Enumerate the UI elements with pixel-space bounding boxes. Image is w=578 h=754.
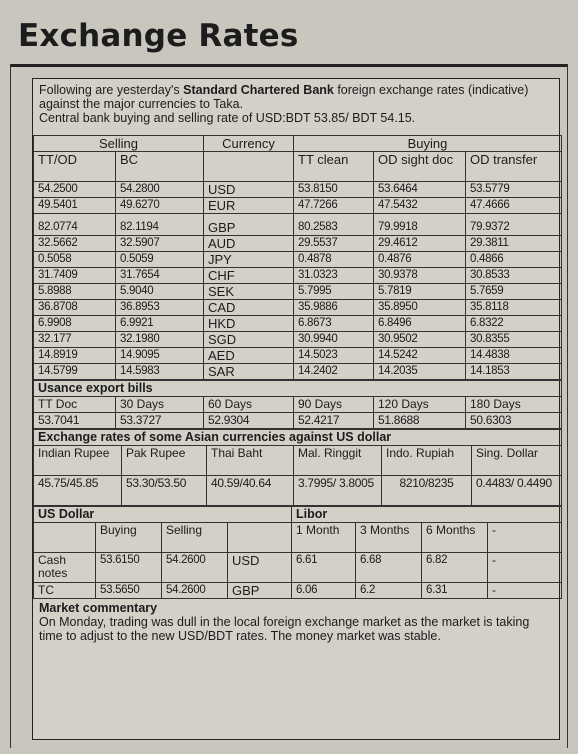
rate-cell: 47.4666 xyxy=(466,198,562,214)
currency-code: SAR xyxy=(204,364,294,380)
rate-row xyxy=(34,252,562,268)
rates-box xyxy=(32,78,560,740)
rate-cell: 80.2583 xyxy=(294,214,374,236)
libor-heading: Libor xyxy=(292,507,562,523)
libor-value: 6.82 xyxy=(422,553,488,583)
currency-code: USD xyxy=(204,182,294,198)
rate-cell: 30.9502 xyxy=(374,332,466,348)
rate-cell: 14.5983 xyxy=(116,364,204,380)
rate-cell: 35.8950 xyxy=(374,300,466,316)
usance-col-header: 180 Days xyxy=(466,397,562,413)
rate-cell: 14.8919 xyxy=(34,348,116,364)
usd-selling-value: 54.2600 xyxy=(162,583,228,599)
rate-cell: 30.9940 xyxy=(294,332,374,348)
commentary-text: On Monday, trading was dull in the local foreign exchange market as the market is taking time to adjust to the new USD/BDT rates. The money market was stable. xyxy=(39,615,530,643)
rates-body xyxy=(34,182,562,380)
rate-row xyxy=(34,300,562,316)
libor-col-header: 3 Months xyxy=(356,523,422,553)
currency-code: EUR xyxy=(204,198,294,214)
currency-code: GBP xyxy=(204,214,294,236)
rate-row xyxy=(34,198,562,214)
rate-cell: 6.8496 xyxy=(374,316,466,332)
right-rule xyxy=(567,64,568,748)
rate-cell: 79.9372 xyxy=(466,214,562,236)
usance-col-header: 30 Days xyxy=(116,397,204,413)
rate-cell: 0.4876 xyxy=(374,252,466,268)
rate-cell: 30.8355 xyxy=(466,332,562,348)
usd-buying-value: 53.6150 xyxy=(96,553,162,583)
libor-value: 6.68 xyxy=(356,553,422,583)
rate-cell: 29.3811 xyxy=(466,236,562,252)
rate-row xyxy=(34,284,562,300)
asian-columns-row xyxy=(34,446,562,476)
usance-col-header: 90 Days xyxy=(294,397,374,413)
group-header-row xyxy=(34,136,562,152)
selling-group-header: Selling xyxy=(34,136,204,152)
rate-cell: 82.1194 xyxy=(116,214,204,236)
currency-code: CHF xyxy=(204,268,294,284)
rate-cell: 30.8533 xyxy=(466,268,562,284)
rate-row xyxy=(34,332,562,348)
col-header: OD sight doc xyxy=(374,152,466,182)
buying-group-header: Buying xyxy=(294,136,562,152)
rate-row xyxy=(34,182,562,198)
usd-libor-columns-row xyxy=(34,523,562,553)
usance-col-header: TT Doc xyxy=(34,397,116,413)
rate-cell: 14.2402 xyxy=(294,364,374,380)
rate-cell: 5.7659 xyxy=(466,284,562,300)
usd-libor-row xyxy=(34,583,562,599)
rate-cell: 14.5023 xyxy=(294,348,374,364)
rate-cell: 0.4866 xyxy=(466,252,562,268)
rate-cell: 53.8150 xyxy=(294,182,374,198)
asian-value: 8210/8235 xyxy=(382,476,472,506)
usance-heading: Usance export bills xyxy=(34,381,562,397)
libor-col-header: - xyxy=(488,523,562,553)
libor-value: - xyxy=(488,583,562,599)
usd-currency: USD xyxy=(228,553,292,583)
asian-col-header: Indo. Rupiah xyxy=(382,446,472,476)
usance-value: 52.9304 xyxy=(204,413,294,429)
usance-value: 51.8688 xyxy=(374,413,466,429)
usd-libor-row xyxy=(34,553,562,583)
currency-code: AUD xyxy=(204,236,294,252)
rate-cell: 49.5401 xyxy=(34,198,116,214)
rate-cell: 14.5799 xyxy=(34,364,116,380)
asian-value: 45.75/45.85 xyxy=(34,476,122,506)
rate-row xyxy=(34,214,562,236)
rate-cell: 14.1853 xyxy=(466,364,562,380)
asian-col-header: Sing. Dollar xyxy=(472,446,562,476)
rate-cell: 5.7995 xyxy=(294,284,374,300)
intro-post: foreign exchange rates (indicative) against the major currencies to Taka. xyxy=(39,83,529,111)
usance-heading-row xyxy=(34,381,562,397)
rate-cell: 14.9095 xyxy=(116,348,204,364)
rate-cell: 32.5907 xyxy=(116,236,204,252)
col-header: OD transfer xyxy=(466,152,562,182)
rate-row xyxy=(34,268,562,284)
usd-row-label: Cash notes xyxy=(34,553,96,583)
rate-cell: 6.9921 xyxy=(116,316,204,332)
rate-cell: 32.177 xyxy=(34,332,116,348)
asian-value: 53.30/53.50 xyxy=(122,476,207,506)
currency-code: SGD xyxy=(204,332,294,348)
rate-cell: 14.2035 xyxy=(374,364,466,380)
rate-row xyxy=(34,348,562,364)
rate-cell: 6.9908 xyxy=(34,316,116,332)
rate-cell: 29.4612 xyxy=(374,236,466,252)
usance-col-header: 120 Days xyxy=(374,397,466,413)
rate-row xyxy=(34,316,562,332)
col-header: TT/OD xyxy=(34,152,116,182)
rate-cell: 35.9886 xyxy=(294,300,374,316)
asian-col-header: Indian Rupee xyxy=(34,446,122,476)
libor-col-header: 1 Month xyxy=(292,523,356,553)
col-header xyxy=(204,152,294,182)
libor-value: 6.06 xyxy=(292,583,356,599)
rate-cell: 31.0323 xyxy=(294,268,374,284)
usd-buying-header: Buying xyxy=(96,523,162,553)
libor-col-header: 6 Months xyxy=(422,523,488,553)
rate-cell: 35.8118 xyxy=(466,300,562,316)
libor-value: - xyxy=(488,553,562,583)
usd-libor-heading-row xyxy=(34,507,562,523)
rate-cell: 5.8988 xyxy=(34,284,116,300)
rate-cell: 14.4838 xyxy=(466,348,562,364)
currency-code: HKD xyxy=(204,316,294,332)
rate-cell: 53.6464 xyxy=(374,182,466,198)
usd-buying-value: 53.5650 xyxy=(96,583,162,599)
rate-cell: 32.5662 xyxy=(34,236,116,252)
asian-col-header: Pak Rupee xyxy=(122,446,207,476)
asian-value: 3.7995/ 3.8005 xyxy=(294,476,382,506)
rate-cell: 82.0774 xyxy=(34,214,116,236)
currency-group-header: Currency xyxy=(204,136,294,152)
rate-cell: 6.8673 xyxy=(294,316,374,332)
rate-cell: 49.6270 xyxy=(116,198,204,214)
rate-cell: 14.5242 xyxy=(374,348,466,364)
usd-row-label: TC xyxy=(34,583,96,599)
usd-selling-header: Selling xyxy=(162,523,228,553)
rate-cell: 31.7409 xyxy=(34,268,116,284)
usance-value: 53.3727 xyxy=(116,413,204,429)
rate-cell: 0.5058 xyxy=(34,252,116,268)
asian-values-row xyxy=(34,476,562,506)
market-commentary xyxy=(33,599,559,645)
usd-selling-value: 54.2600 xyxy=(162,553,228,583)
currency-code: SEK xyxy=(204,284,294,300)
currency-code: AED xyxy=(204,348,294,364)
rate-cell: 36.8708 xyxy=(34,300,116,316)
usance-value: 50.6303 xyxy=(466,413,562,429)
usd-heading: US Dollar xyxy=(34,507,292,523)
usance-values-row xyxy=(34,413,562,429)
usance-columns-row xyxy=(34,397,562,413)
col-header: TT clean xyxy=(294,152,374,182)
rate-cell: 30.9378 xyxy=(374,268,466,284)
rate-cell: 5.9040 xyxy=(116,284,204,300)
libor-value: 6.61 xyxy=(292,553,356,583)
currency-code: JPY xyxy=(204,252,294,268)
usance-col-header: 60 Days xyxy=(204,397,294,413)
bank-name: Standard Chartered Bank xyxy=(183,83,334,97)
intro-text xyxy=(33,79,559,135)
rate-cell: 32.1980 xyxy=(116,332,204,348)
rate-cell: 36.8953 xyxy=(116,300,204,316)
asian-col-header: Thai Baht xyxy=(207,446,294,476)
page-title: Exchange Rates xyxy=(18,18,299,54)
left-rule xyxy=(10,64,11,748)
asian-table xyxy=(33,429,562,506)
column-header-row xyxy=(34,152,562,182)
asian-col-header: Mal. Ringgit xyxy=(294,446,382,476)
asian-value: 0.4483/ 0.4490 xyxy=(472,476,562,506)
usd-blank-header xyxy=(34,523,96,553)
usance-table xyxy=(33,380,562,429)
currency-code: CAD xyxy=(204,300,294,316)
rate-cell: 0.4878 xyxy=(294,252,374,268)
rate-cell: 53.5779 xyxy=(466,182,562,198)
asian-heading: Exchange rates of some Asian currencies against US dollar xyxy=(34,430,562,446)
rate-cell: 79.9918 xyxy=(374,214,466,236)
commentary-heading: Market commentary xyxy=(39,601,158,615)
top-rule xyxy=(10,64,568,67)
libor-value: 6.2 xyxy=(356,583,422,599)
rate-row xyxy=(34,236,562,252)
rate-row xyxy=(34,364,562,380)
rate-cell: 29.5537 xyxy=(294,236,374,252)
usance-value: 53.7041 xyxy=(34,413,116,429)
rate-cell: 6.8322 xyxy=(466,316,562,332)
rate-cell: 47.5432 xyxy=(374,198,466,214)
rates-table xyxy=(33,135,562,380)
intro-pre: Following are yesterday's xyxy=(39,83,184,97)
usd-currency-blank-header xyxy=(228,523,292,553)
usd-libor-table xyxy=(33,506,562,599)
usance-value: 52.4217 xyxy=(294,413,374,429)
rate-cell: 5.7819 xyxy=(374,284,466,300)
rate-cell: 31.7654 xyxy=(116,268,204,284)
intro-central-bank: Central bank buying and selling rate of USD:BDT 53.85/ BDT 54.15. xyxy=(39,111,416,125)
libor-value: 6.31 xyxy=(422,583,488,599)
rate-cell: 54.2500 xyxy=(34,182,116,198)
asian-value: 40.59/40.64 xyxy=(207,476,294,506)
rate-cell: 47.7266 xyxy=(294,198,374,214)
rate-cell: 54.2800 xyxy=(116,182,204,198)
asian-heading-row xyxy=(34,430,562,446)
col-header: BC xyxy=(116,152,204,182)
rate-cell: 0.5059 xyxy=(116,252,204,268)
usd-currency: GBP xyxy=(228,583,292,599)
